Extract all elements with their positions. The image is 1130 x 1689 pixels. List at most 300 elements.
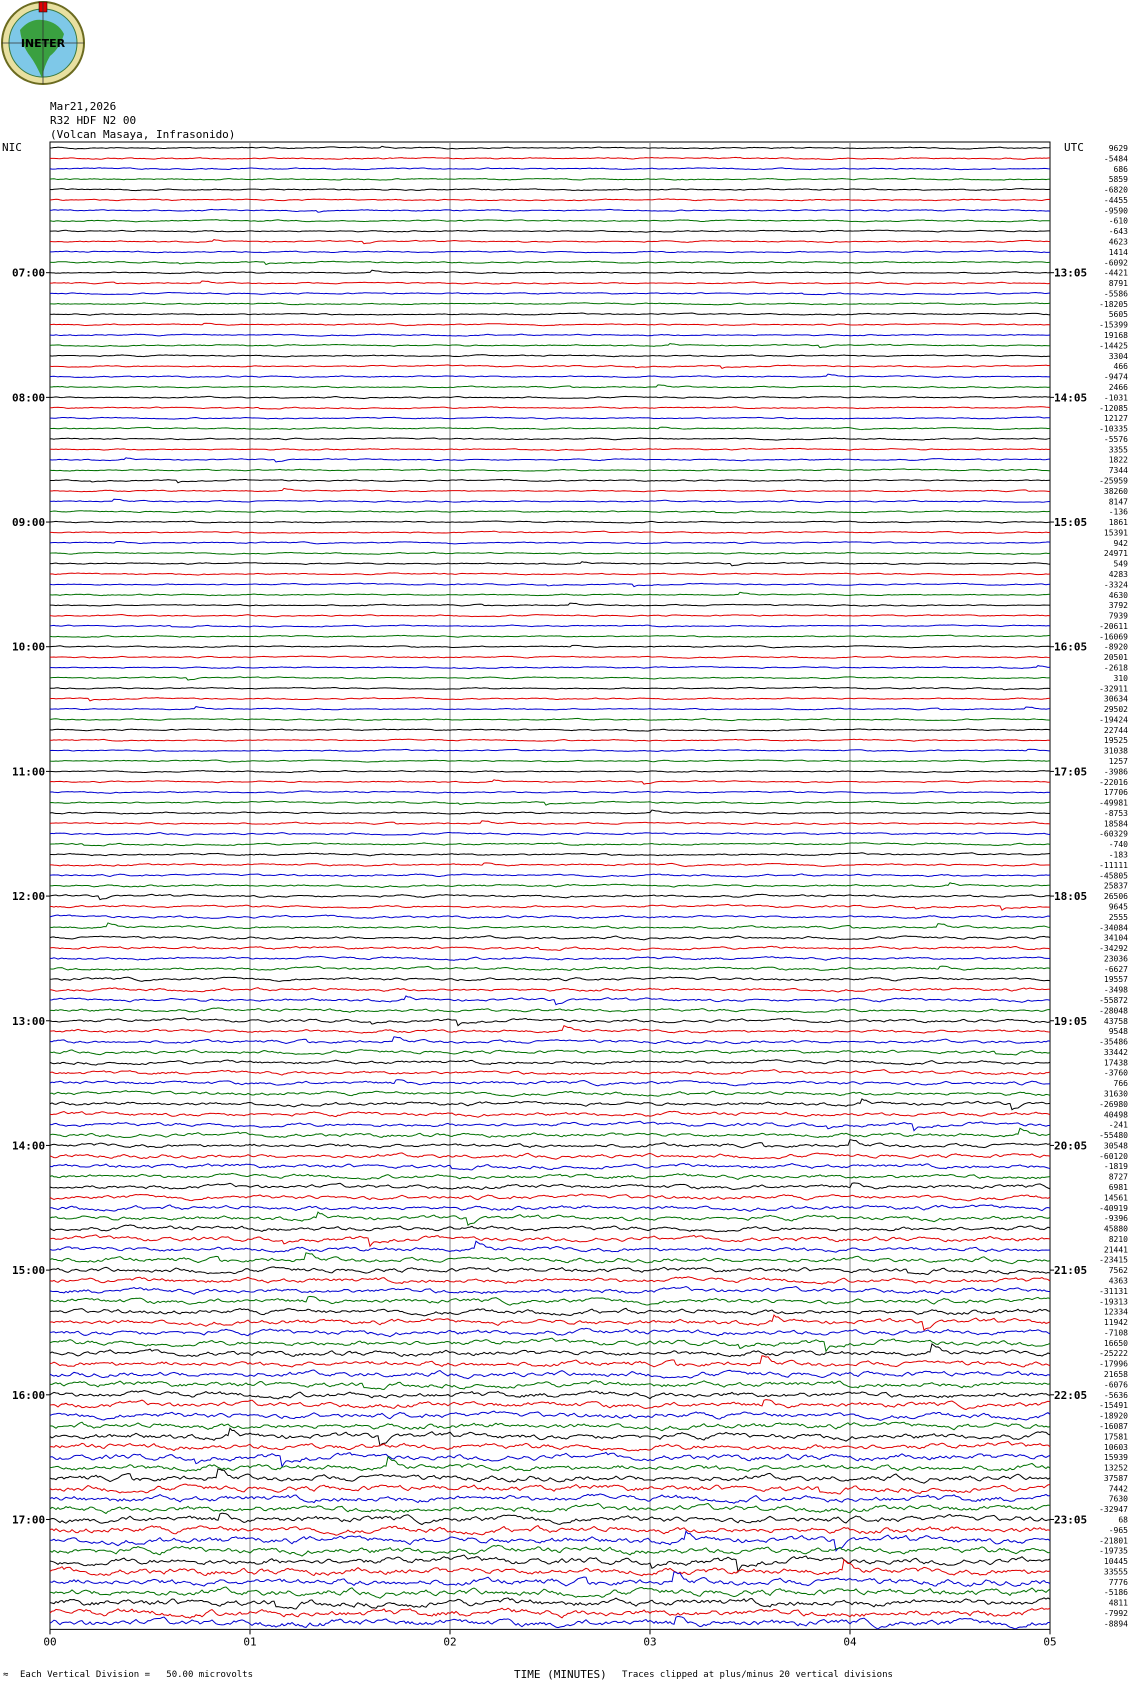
- trace-offset-label: 21441: [1103, 1245, 1128, 1255]
- trace-offset-label: -3498: [1103, 985, 1128, 995]
- trace-line: [50, 1163, 1050, 1169]
- hour-label-local: 16:00: [12, 1388, 46, 1402]
- trace-line: [50, 521, 1050, 523]
- trace-offset-label: 8727: [1108, 1172, 1128, 1182]
- trace-offset-label: -23415: [1099, 1255, 1128, 1265]
- trace-offset-label: -241: [1108, 1120, 1128, 1130]
- hour-label-utc: 14:05: [1054, 391, 1088, 405]
- trace-line: [50, 323, 1050, 325]
- clip-note: Traces clipped at plus/minus 20 vertical divisions: [622, 1670, 893, 1680]
- trace-offset-label: 17581: [1103, 1432, 1128, 1442]
- scale-note: Each Vertical Division = 50.00 microvolts: [20, 1670, 253, 1680]
- header-description: (Volcan Masaya, Infrasonido): [50, 128, 236, 141]
- trace-line: [50, 1391, 1050, 1399]
- trace-offset-label: -6092: [1103, 258, 1128, 268]
- trace-offset-label: -7992: [1103, 1608, 1128, 1618]
- trace-offset-label: -17996: [1099, 1359, 1128, 1369]
- trace-line: [50, 801, 1050, 805]
- trace-line: [50, 1356, 1050, 1367]
- trace-line: [50, 687, 1050, 690]
- hour-label-utc: 23:05: [1054, 1513, 1088, 1527]
- trace-offset-label: -19313: [1099, 1297, 1128, 1307]
- trace-line: [50, 635, 1050, 637]
- trace-offset-label: -16087: [1099, 1421, 1128, 1431]
- trace-line: [50, 1080, 1050, 1086]
- hour-label-local: 08:00: [12, 391, 46, 405]
- trace-offset-label: -4455: [1103, 195, 1128, 205]
- trace-line: [50, 1070, 1050, 1075]
- trace-offset-label: -55872: [1099, 995, 1128, 1005]
- trace-line: [50, 417, 1050, 419]
- x-tick-label: 04: [843, 1635, 857, 1649]
- trace-offset-label: 43758: [1103, 1016, 1128, 1026]
- x-tick-label: 03: [643, 1635, 657, 1649]
- trace-line: [50, 988, 1050, 992]
- trace-offset-label: -32911: [1099, 684, 1128, 694]
- trace-offset-label: -40919: [1099, 1203, 1128, 1213]
- trace-line: [50, 760, 1050, 762]
- trace-line: [50, 833, 1050, 836]
- x-tick-label: 01: [243, 1635, 257, 1649]
- trace-line: [50, 1503, 1050, 1513]
- trace-offset-label: 31630: [1103, 1089, 1128, 1099]
- trace-offset-label: 19168: [1103, 331, 1128, 341]
- hour-label-utc: 17:05: [1054, 765, 1088, 779]
- trace-line: [50, 1153, 1050, 1159]
- trace-offset-label: -5186: [1103, 1588, 1128, 1598]
- trace-line: [50, 438, 1050, 440]
- trace-offset-label: 3304: [1108, 351, 1128, 361]
- trace-line: [50, 1140, 1050, 1148]
- trace-offset-label: -610: [1108, 216, 1128, 226]
- trace-offset-label: -740: [1108, 840, 1128, 850]
- trace-line: [50, 904, 1050, 910]
- trace-offset-label: -20611: [1099, 621, 1128, 631]
- trace-line: [50, 199, 1050, 201]
- trace-offset-label: 21658: [1103, 1370, 1128, 1380]
- trace-line: [50, 407, 1050, 409]
- trace-offset-label: -19735: [1099, 1546, 1128, 1556]
- trace-line: [50, 448, 1050, 450]
- trace-line: [50, 1121, 1050, 1130]
- trace-offset-label: -55480: [1099, 1131, 1128, 1141]
- left-zone-label: NIC: [2, 141, 22, 154]
- trace-line: [50, 1194, 1050, 1201]
- x-axis-title: TIME (MINUTES): [514, 1668, 607, 1681]
- hour-label-local: 14:00: [12, 1139, 46, 1153]
- trace-offset-label: 22744: [1103, 725, 1128, 735]
- trace-offset-label: 9629: [1108, 144, 1128, 153]
- trace-line: [50, 1328, 1050, 1336]
- hour-label-local: 13:00: [12, 1014, 46, 1028]
- trace-line: [50, 894, 1050, 899]
- hour-label-local: 10:00: [12, 640, 46, 654]
- trace-offset-label: 549: [1113, 559, 1128, 569]
- trace-line: [50, 956, 1050, 960]
- trace-offset-label: -26980: [1099, 1099, 1128, 1109]
- trace-offset-label: 1822: [1108, 455, 1128, 465]
- hour-label-local: 12:00: [12, 890, 46, 904]
- trace-offset-label: 12127: [1103, 414, 1128, 424]
- trace-offset-label: -7108: [1103, 1328, 1128, 1338]
- trace-offset-label: 25837: [1103, 881, 1128, 891]
- trace-line: [50, 1050, 1050, 1055]
- trace-line: [50, 479, 1050, 482]
- trace-line: [50, 770, 1050, 772]
- trace-offset-label: 7442: [1108, 1484, 1128, 1494]
- trace-line: [50, 1018, 1050, 1026]
- traces: [50, 146, 1050, 1629]
- trace-offset-label: 1257: [1108, 757, 1128, 767]
- header-station: R32 HDF N2 00: [50, 114, 137, 127]
- hour-label-utc: 20:05: [1054, 1139, 1088, 1153]
- trace-line: [50, 791, 1050, 793]
- trace-line: [50, 531, 1050, 533]
- hour-label-utc: 19:05: [1054, 1014, 1088, 1028]
- trace-line: [50, 1235, 1050, 1246]
- trace-offset-label: -3986: [1103, 767, 1128, 777]
- trace-offset-label: 30548: [1103, 1141, 1128, 1151]
- trace-offset-label: -18205: [1099, 299, 1128, 309]
- trace-line: [50, 615, 1050, 617]
- trace-offset-label: -6076: [1103, 1380, 1128, 1390]
- trace-offset-label: 4363: [1108, 1276, 1128, 1286]
- trace-offset-label: 26506: [1103, 892, 1128, 902]
- trace-offset-label: -965: [1108, 1525, 1128, 1535]
- trace-line: [50, 209, 1050, 212]
- trace-offset-label: 7562: [1108, 1266, 1128, 1276]
- trace-line: [50, 251, 1050, 253]
- trace-offset-label: 7344: [1108, 466, 1128, 476]
- trace-offset-label: 8147: [1108, 497, 1128, 507]
- trace-line: [50, 1428, 1050, 1445]
- trace-line: [50, 157, 1050, 159]
- trace-line: [50, 1598, 1050, 1609]
- trace-offset-label: -643: [1108, 227, 1128, 237]
- trace-offset-label: -3324: [1103, 580, 1128, 590]
- trace-line: [50, 923, 1050, 929]
- trace-line: [50, 1128, 1050, 1137]
- trace-offset-label: -9396: [1103, 1214, 1128, 1224]
- trace-line: [50, 1315, 1050, 1330]
- trace-line: [50, 1241, 1050, 1252]
- trace-offset-label: -8753: [1103, 808, 1128, 818]
- trace-line: [50, 303, 1050, 305]
- trace-line: [50, 552, 1050, 554]
- trace-line: [50, 843, 1050, 846]
- trace-line: [50, 573, 1050, 575]
- trace-line: [50, 996, 1050, 1005]
- trace-offset-label: -21801: [1099, 1536, 1128, 1546]
- trace-line: [50, 168, 1050, 170]
- trace-offset-label: -19424: [1099, 715, 1128, 725]
- trace-line: [50, 511, 1050, 513]
- trace-offset-label: 8791: [1108, 279, 1128, 289]
- x-tick-label: 05: [1043, 1635, 1057, 1649]
- trace-line: [50, 270, 1050, 273]
- trace-line: [50, 1484, 1050, 1494]
- trace-offset-label: 5605: [1108, 310, 1128, 320]
- trace-line: [50, 230, 1050, 232]
- trace-line: [50, 1381, 1050, 1390]
- header-date: Mar21,2026: [50, 100, 117, 113]
- trace-line: [50, 355, 1050, 357]
- trace-line: [50, 240, 1050, 244]
- trace-offset-label: -32947: [1099, 1505, 1128, 1515]
- trace-offset-label: -25959: [1099, 476, 1128, 486]
- trace-offset-label: -14425: [1099, 341, 1128, 351]
- trace-offset-label: 18584: [1103, 819, 1128, 829]
- trace-offset-label: 4283: [1108, 569, 1128, 579]
- trace-offset-label: 4811: [1108, 1598, 1128, 1608]
- hour-label-local: 09:00: [12, 516, 46, 530]
- trace-line: [50, 1452, 1050, 1466]
- trace-line: [50, 780, 1050, 784]
- trace-line: [50, 1277, 1050, 1284]
- trace-offset-label: 6981: [1108, 1183, 1128, 1192]
- trace-offset-label: 766: [1113, 1079, 1128, 1089]
- trace-line: [50, 1111, 1050, 1117]
- hour-label-local: 11:00: [12, 765, 46, 779]
- hour-label-local: 15:00: [12, 1264, 46, 1278]
- trace-offset-label: 9645: [1108, 902, 1128, 912]
- trace-offset-label: 29502: [1103, 705, 1128, 715]
- trace-offset-label: -5636: [1103, 1390, 1128, 1400]
- trace-offset-label: -1819: [1103, 1162, 1128, 1172]
- trace-offset-label: 942: [1113, 538, 1128, 548]
- hour-label-utc: 13:05: [1054, 266, 1088, 280]
- trace-line: [50, 1296, 1050, 1305]
- trace-line: [50, 863, 1050, 867]
- trace-offset-label: 16650: [1103, 1338, 1128, 1348]
- trace-line: [50, 1526, 1050, 1536]
- trace-offset-label: -22016: [1099, 777, 1128, 787]
- trace-line: [50, 1441, 1050, 1450]
- trace-line: [50, 343, 1050, 347]
- trace-line: [50, 915, 1050, 918]
- trace-line: [50, 656, 1050, 658]
- trace-line: [50, 1608, 1050, 1618]
- trace-offset-label: 19557: [1103, 975, 1128, 985]
- trace-line: [50, 666, 1050, 669]
- trace-line: [50, 1572, 1050, 1587]
- trace-offset-label: 3355: [1108, 445, 1128, 455]
- trace-offset-label: 13252: [1103, 1463, 1128, 1473]
- trace-line: [50, 718, 1050, 720]
- trace-offset-label: -49981: [1099, 798, 1128, 808]
- hour-label-utc: 18:05: [1054, 890, 1088, 904]
- trace-line: [50, 603, 1050, 606]
- trace-offset-label: 5859: [1108, 175, 1128, 185]
- trace-line: [50, 385, 1050, 388]
- trace-line: [50, 1545, 1050, 1556]
- trace-line: [50, 293, 1050, 295]
- trace-line: [50, 396, 1050, 398]
- trace-offset-label: 19525: [1103, 736, 1128, 746]
- trace-offset-label: -6627: [1103, 964, 1128, 974]
- trace-line: [50, 146, 1050, 149]
- hour-label-utc: 22:05: [1054, 1388, 1088, 1402]
- trace-line: [50, 281, 1050, 284]
- trace-line: [50, 1457, 1050, 1471]
- trace-line: [50, 1494, 1050, 1503]
- trace-line: [50, 1400, 1050, 1410]
- trace-line: [50, 1026, 1050, 1034]
- trace-offset-label: 7630: [1108, 1494, 1128, 1504]
- trace-line: [50, 1091, 1050, 1097]
- trace-offset-label: -25222: [1099, 1349, 1128, 1359]
- trace-offset-label: -10335: [1099, 424, 1128, 434]
- hour-label-utc: 21:05: [1054, 1264, 1088, 1278]
- trace-line: [50, 1267, 1050, 1275]
- trace-offset-label: 10445: [1103, 1557, 1128, 1567]
- trace-offset-label: 4623: [1108, 237, 1128, 247]
- trace-line: [50, 583, 1050, 586]
- trace-offset-label: 2466: [1108, 382, 1128, 392]
- trace-offset-label: -60120: [1099, 1151, 1128, 1161]
- trace-offset-label: -11111: [1099, 860, 1128, 870]
- trace-line: [50, 966, 1050, 970]
- trace-line: [50, 883, 1050, 888]
- trace-line: [50, 874, 1050, 877]
- trace-line: [50, 677, 1050, 680]
- trace-offset-label: 33442: [1103, 1047, 1128, 1057]
- trace-line: [50, 1338, 1050, 1351]
- trace-line: [50, 220, 1050, 222]
- x-tick-label: 02: [443, 1635, 457, 1649]
- trace-line: [50, 261, 1050, 264]
- trace-offset-label: -18920: [1099, 1411, 1128, 1421]
- trace-offset-label: -12085: [1099, 403, 1128, 413]
- trace-offset-label: 8210: [1108, 1234, 1128, 1244]
- trace-line: [50, 977, 1050, 981]
- trace-line: [50, 698, 1050, 701]
- trace-offset-label: 31038: [1103, 746, 1128, 756]
- trace-line: [50, 427, 1050, 429]
- trace-offset-label: -1031: [1103, 393, 1128, 403]
- trace-line: [50, 1513, 1050, 1524]
- trace-offset-label: 9548: [1108, 1027, 1128, 1037]
- trace-line: [50, 1555, 1050, 1572]
- trace-offset-label: -6820: [1103, 185, 1128, 195]
- trace-line: [50, 1212, 1050, 1225]
- trace-line: [50, 1411, 1050, 1420]
- trace-offset-label: 68: [1118, 1515, 1128, 1525]
- trace-offset-label: 3792: [1108, 601, 1128, 611]
- trace-offset-label: 20501: [1103, 653, 1128, 663]
- trace-line: [50, 1037, 1050, 1044]
- trace-line: [50, 707, 1050, 710]
- trace-offset-label: 14561: [1103, 1193, 1128, 1203]
- trace-line: [50, 334, 1050, 336]
- trace-offset-label: 17706: [1103, 788, 1128, 798]
- trace-line: [50, 1225, 1050, 1232]
- trace-line: [50, 365, 1050, 368]
- trace-offset-label: -9474: [1103, 372, 1128, 382]
- trace-line: [50, 1173, 1050, 1179]
- trace-offset-label: -5484: [1103, 154, 1128, 164]
- trace-line: [50, 853, 1050, 856]
- trace-offset-label: 24971: [1103, 549, 1128, 559]
- trace-offset-label: -28048: [1099, 1006, 1128, 1016]
- trace-line: [50, 1469, 1050, 1483]
- trace-offset-label: 1414: [1108, 247, 1128, 257]
- trace-line: [50, 1060, 1050, 1065]
- hour-label-local: 17:00: [12, 1513, 46, 1527]
- trace-offset-label: -8920: [1103, 642, 1128, 652]
- trace-line: [50, 562, 1050, 566]
- trace-offset-label: 17438: [1103, 1058, 1128, 1068]
- trace-offset-label: -2618: [1103, 663, 1128, 673]
- trace-line: [50, 1205, 1050, 1211]
- trace-offset-label: 310: [1113, 673, 1128, 683]
- trace-offset-label: 38260: [1103, 486, 1128, 496]
- trace-line: [50, 1008, 1050, 1012]
- trace-line: [50, 1422, 1050, 1431]
- trace-line: [50, 458, 1050, 462]
- trace-line: [50, 821, 1050, 825]
- trace-offset-label: -3760: [1103, 1068, 1128, 1078]
- right-zone-label: UTC: [1064, 141, 1084, 154]
- trace-offset-label: 15939: [1103, 1453, 1128, 1463]
- trace-line: [50, 936, 1050, 940]
- trace-offset-label: 1861: [1108, 518, 1128, 528]
- trace-offset-label: 23036: [1103, 954, 1128, 964]
- trace-offset-label: 4630: [1108, 590, 1128, 600]
- hour-label-utc: 15:05: [1054, 516, 1088, 530]
- trace-line: [50, 188, 1050, 190]
- trace-line: [50, 1308, 1050, 1315]
- trace-line: [50, 1183, 1050, 1190]
- trace-line: [50, 469, 1050, 471]
- trace-offset-label: -34084: [1099, 923, 1128, 933]
- trace-offset-label: -15491: [1099, 1401, 1128, 1411]
- trace-offset-label: 11942: [1103, 1318, 1128, 1328]
- trace-offset-label: -9590: [1103, 206, 1128, 216]
- trace-offset-label: 40498: [1103, 1110, 1128, 1120]
- trace-line: [50, 1253, 1050, 1264]
- trace-line: [50, 1344, 1050, 1357]
- trace-line: [50, 739, 1050, 741]
- trace-line: [50, 1587, 1050, 1598]
- trace-offset-label: -5576: [1103, 434, 1128, 444]
- trace-offset-label: 2555: [1108, 912, 1128, 922]
- trace-line: [50, 729, 1050, 731]
- trace-offset-label: 30634: [1103, 694, 1128, 704]
- trace-offset-label: 33555: [1103, 1567, 1128, 1577]
- trace-line: [50, 1370, 1050, 1379]
- trace-line: [50, 592, 1050, 595]
- trace-offset-label: -5586: [1103, 289, 1128, 299]
- trace-line: [50, 374, 1050, 377]
- trace-line: [50, 541, 1050, 543]
- trace-line: [50, 488, 1050, 491]
- trace-offset-label: -60329: [1099, 829, 1128, 839]
- trace-offset-label: 45880: [1103, 1224, 1128, 1234]
- trace-line: [50, 1616, 1050, 1629]
- trace-offset-label: -4421: [1103, 268, 1128, 278]
- trace-offset-label: -183: [1108, 850, 1128, 860]
- trace-offset-label: 12334: [1103, 1307, 1128, 1317]
- trace-offset-label: -136: [1108, 507, 1128, 517]
- trace-offset-label: 10603: [1103, 1442, 1128, 1452]
- trace-offset-label: -8894: [1103, 1619, 1128, 1629]
- x-tick-label: 00: [43, 1635, 57, 1649]
- trace-offset-label: -16069: [1099, 632, 1128, 642]
- trace-line: [50, 749, 1050, 751]
- trace-offset-label: 34104: [1103, 933, 1128, 943]
- trace-line: [50, 313, 1050, 315]
